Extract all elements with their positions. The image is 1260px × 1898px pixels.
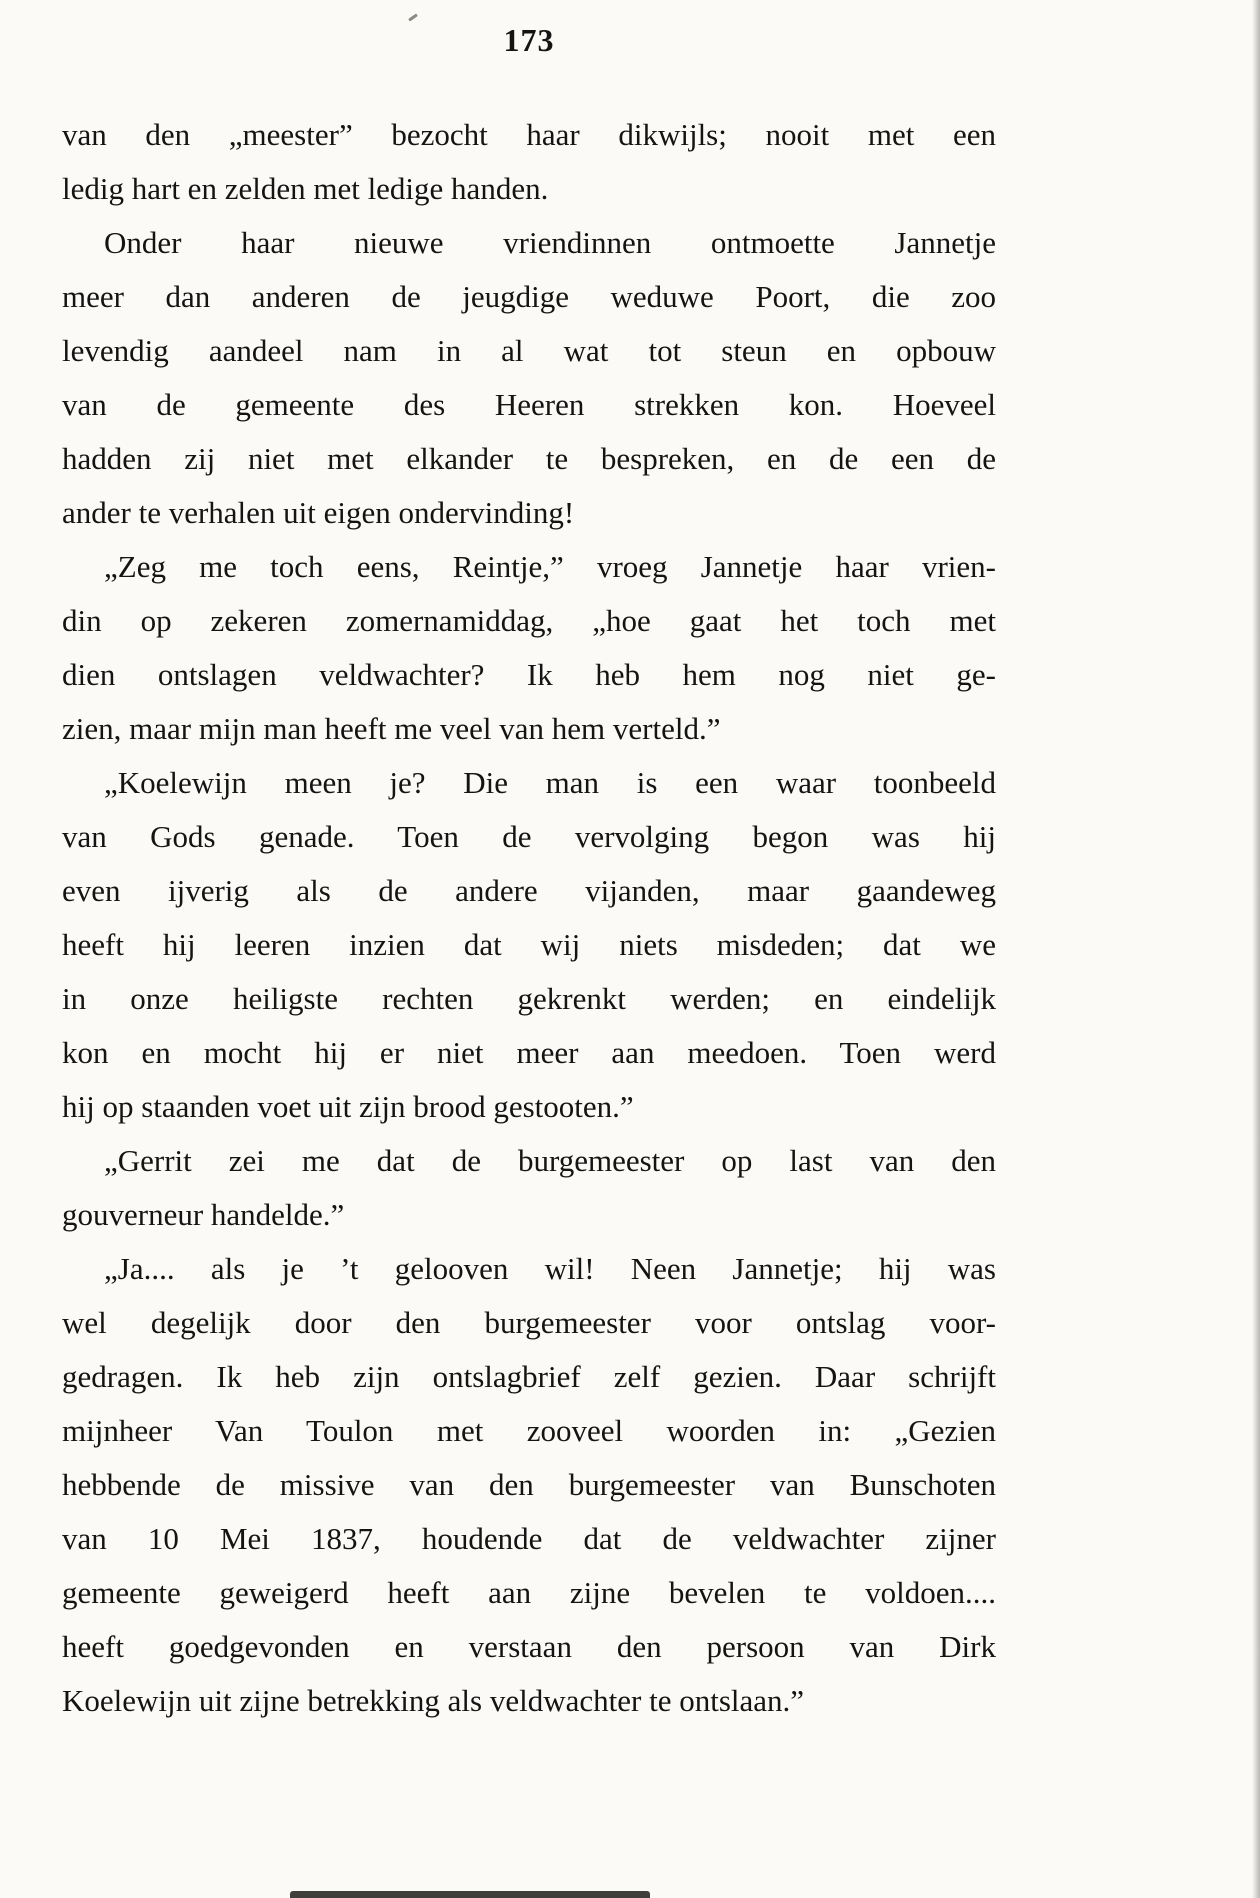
text-line: kon en mocht hij er niet meer aan meedoen. Toen werd: [62, 1035, 996, 1070]
text-line: wel degelijk door den burgemeester voor ontslag voor-: [62, 1305, 996, 1340]
text-line: van Gods genade. Toen de vervolging begon was hij: [62, 819, 996, 854]
text-line: „Zeg me toch eens, Reintje,” vroeg Jannetje haar vrien-: [104, 549, 996, 584]
text-line: „Gerrit zei me dat de burgemeester op last van den: [104, 1143, 996, 1178]
text-line: din op zekeren zomernamiddag, „hoe gaat het toch met: [62, 603, 996, 638]
text-line: meer dan anderen de jeugdige weduwe Poort, die zoo: [62, 279, 996, 314]
text-line: gouverneur handelde.”: [62, 1197, 345, 1232]
text-line: in onze heiligste rechten gekrenkt werden; en eindelijk: [62, 981, 996, 1016]
scan-edge-right: [1252, 0, 1260, 1898]
text-line: gemeente geweigerd heeft aan zijne bevelen te voldoen....: [62, 1575, 996, 1610]
paragraph: [62, 756, 996, 1134]
scan-edge-bottom: [290, 1891, 650, 1898]
text-line: Onder haar nieuwe vriendinnen ontmoette Jannetje: [104, 225, 996, 260]
text-line: „Ja.... als je ’t gelooven wil! Neen Jannetje; hij was: [104, 1251, 996, 1286]
text-line: hij op staanden voet uit zijn brood gestooten.”: [62, 1089, 634, 1124]
text-line: hebbende de missive van den burgemeester van Bunschoten: [62, 1467, 996, 1502]
text-line: hadden zij niet met elkander te bespreken, en de een de: [62, 441, 996, 476]
paragraph: [62, 216, 996, 540]
text-line: ledig hart en zelden met ledige handen.: [62, 171, 549, 206]
text-line: Koelewijn uit zijne betrekking als veldwachter te ontslaan.”: [62, 1683, 805, 1718]
text-line: van de gemeente des Heeren strekken kon. Hoeveel: [62, 387, 996, 422]
text-line: heeft hij leeren inzien dat wij niets misdeden; dat we: [62, 927, 996, 962]
paragraph: [62, 108, 996, 216]
scan-artifact-mark: [408, 13, 418, 21]
paragraph: [62, 1134, 996, 1242]
text-line: even ijverig als de andere vijanden, maar gaandeweg: [62, 873, 996, 908]
text-line: van 10 Mei 1837, houdende dat de veldwachter zijner: [62, 1521, 996, 1556]
text-line: dien ontslagen veldwachter? Ik heb hem nog niet ge-: [62, 657, 996, 692]
page-text: [62, 108, 996, 1728]
paragraph: [62, 540, 996, 756]
text-line: ander te verhalen uit eigen ondervinding!: [62, 495, 575, 530]
page-number: 173: [503, 22, 555, 58]
text-line: zien, maar mijn man heeft me veel van hem verteld.”: [62, 711, 721, 746]
text-line: mijnheer Van Toulon met zooveel woorden in: „Gezien: [62, 1413, 996, 1448]
text-line: heeft goedgevonden en verstaan den persoon van Dirk: [62, 1629, 996, 1664]
text-line: „Koelewijn meen je? Die man is een waar toonbeeld: [104, 765, 996, 800]
text-line: van den „meester” bezocht haar dikwijls; nooit met een: [62, 117, 996, 152]
text-line: levendig aandeel nam in al wat tot steun en opbouw: [62, 333, 996, 368]
text-line: gedragen. Ik heb zijn ontslagbrief zelf gezien. Daar schrijft: [62, 1359, 996, 1394]
paragraph: [62, 1242, 996, 1728]
